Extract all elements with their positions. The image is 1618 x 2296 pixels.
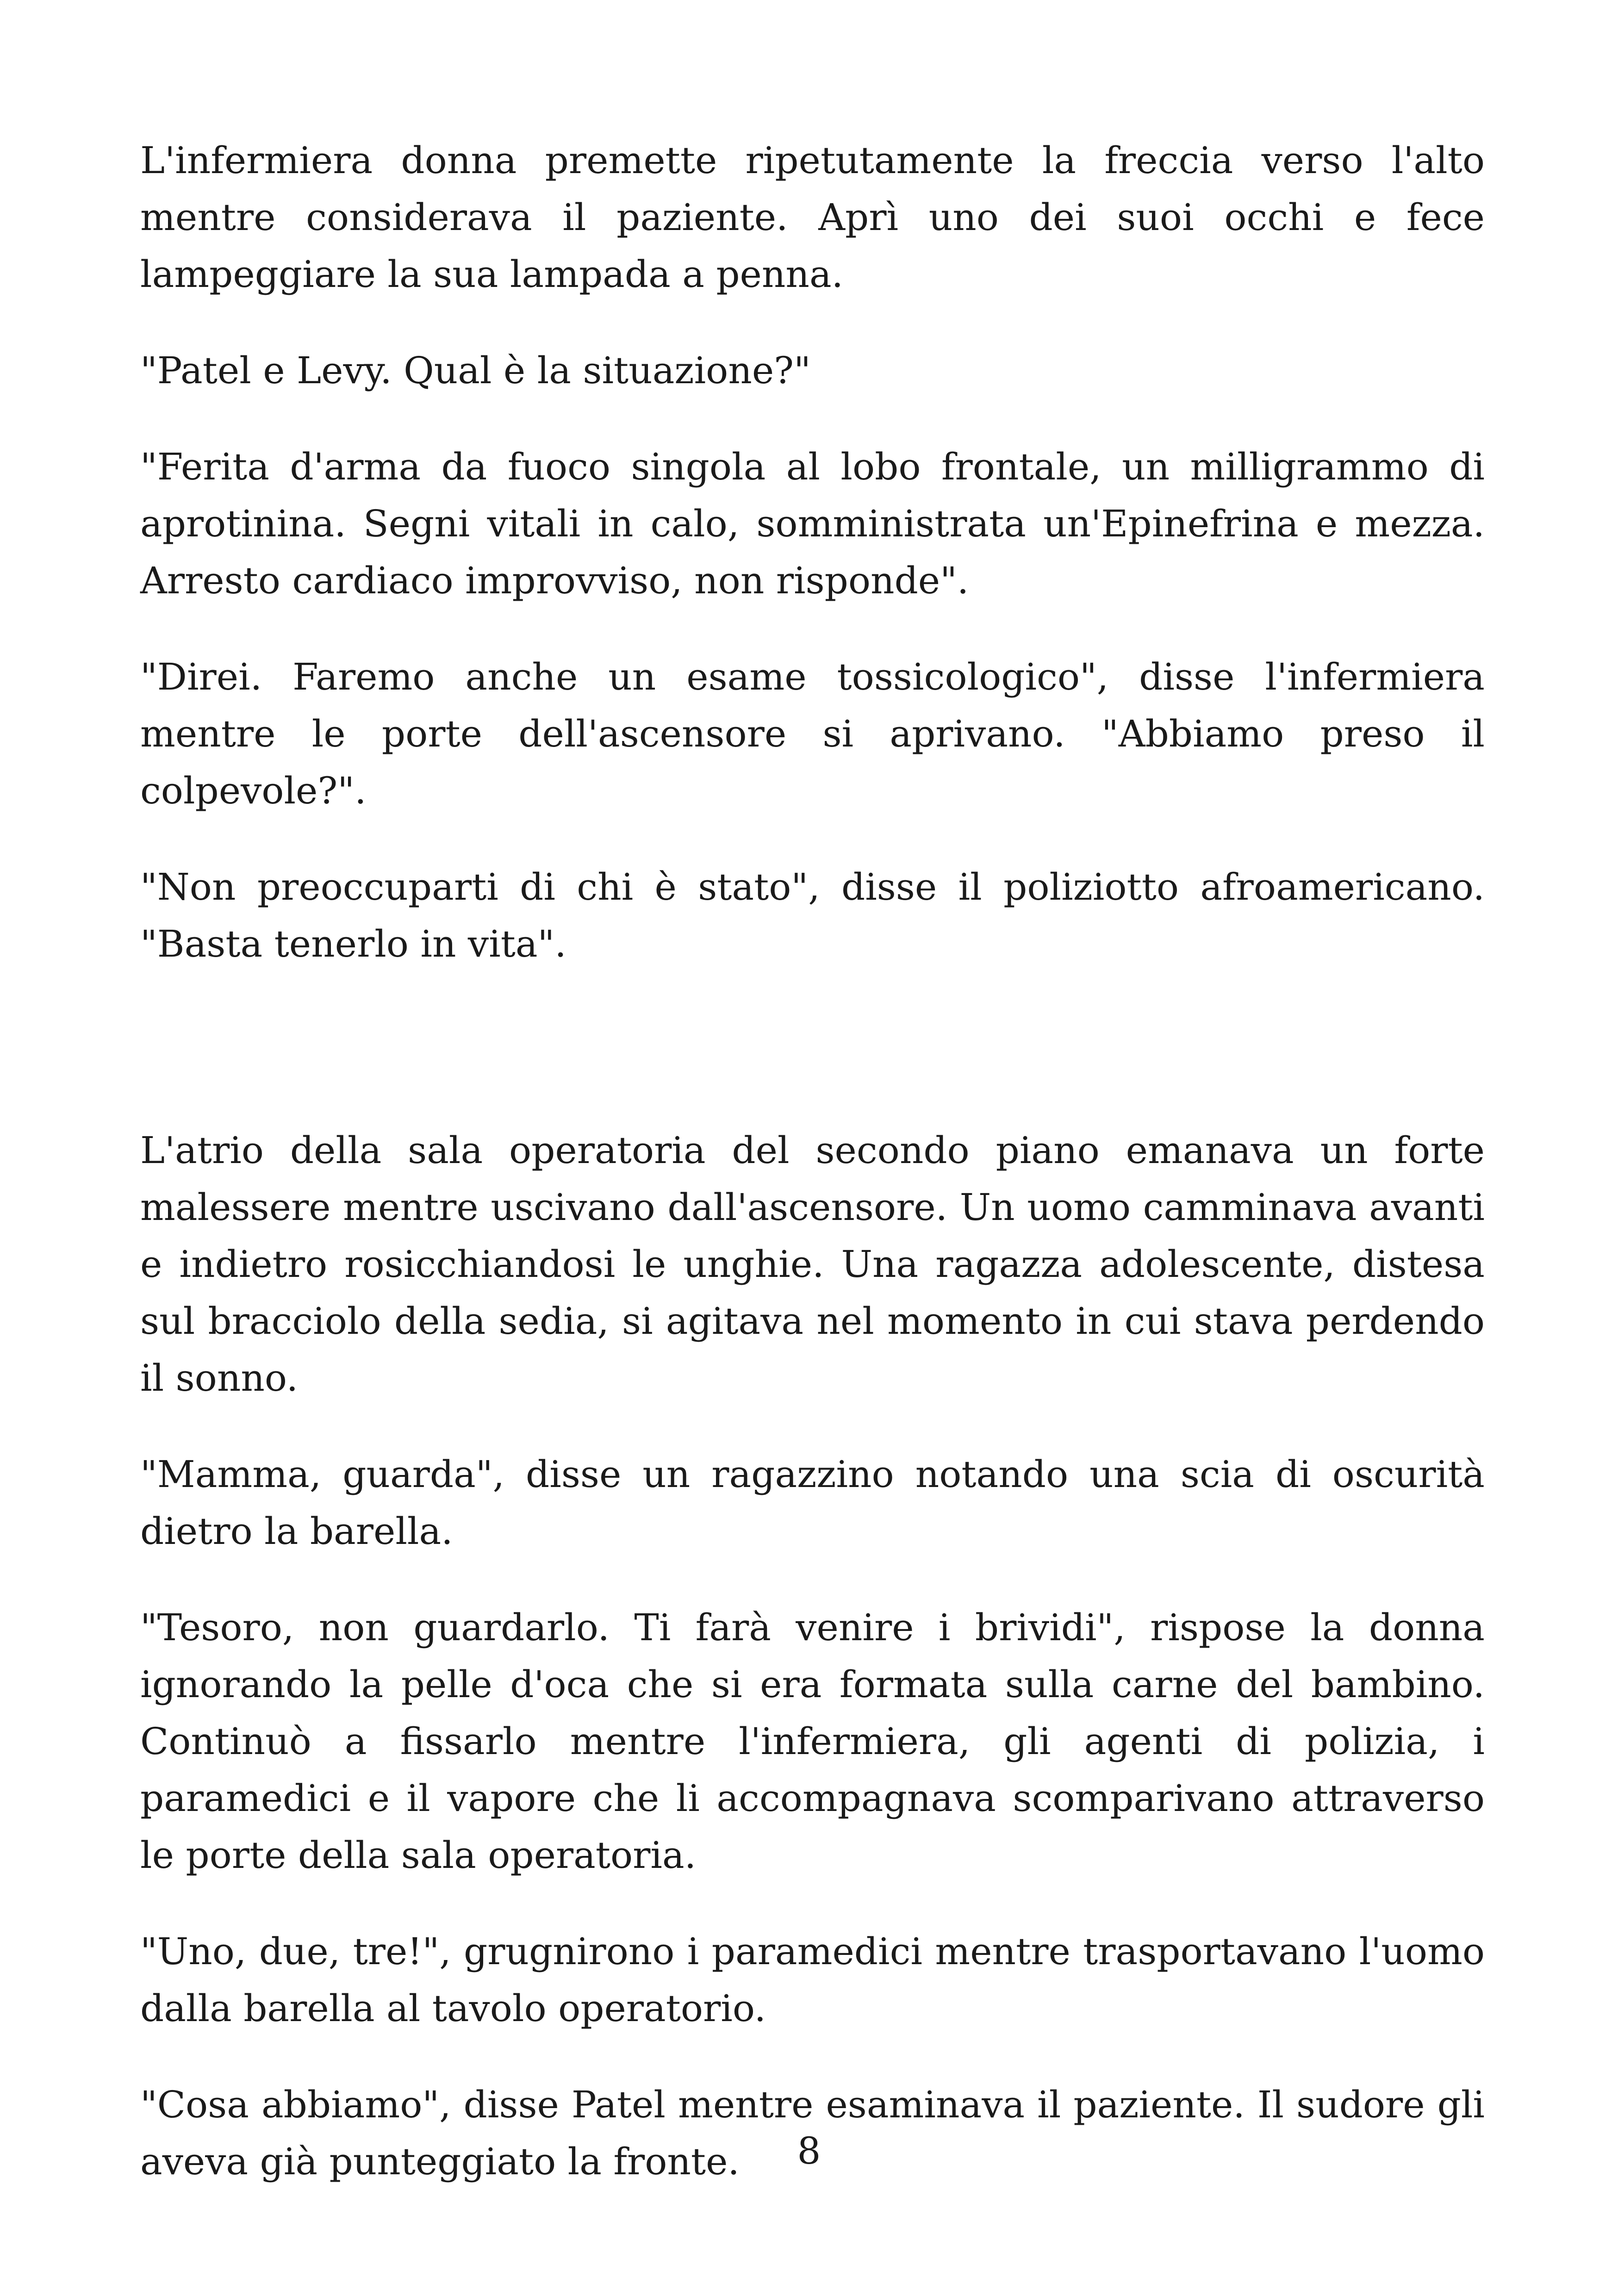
paragraph: "Non preoccuparti di chi è stato", disse il poliziotto afroamericano. "Basta tenerlo in vita". (140, 865, 1485, 965)
page-number: 8 (797, 2129, 821, 2172)
paragraph: "Cosa abbiamo", disse Patel mentre esaminava il paziente. Il sudore gli aveva già punteggiato la fronte. (140, 2083, 1485, 2183)
paragraph: "Direi. Faremo anche un esame tossicologico", disse l'infermiera mentre le porte dell'ascensore si aprivano. "Abbiamo preso il colpevole?". (140, 655, 1485, 812)
paragraph: L'infermiera donna premette ripetutamente la freccia verso l'alto mentre considerava il paziente. Aprì uno dei suoi occhi e fece lampeggiare la sua lampada a penna. (140, 139, 1485, 296)
paragraph: "Ferita d'arma da fuoco singola al lobo frontale, un milligrammo di aprotinina. Segni vitali in calo, somministrata un'Epinefrina e mezza. Arresto cardiaco improvviso, non risponde". (140, 445, 1485, 602)
paragraph: "Uno, due, tre!", grugnirono i paramedici mentre trasportavano l'uomo dalla barella al tavolo operatorio. (140, 1930, 1485, 2030)
paragraph: "Patel e Levy. Qual è la situazione?" (140, 349, 811, 392)
paragraph: "Tesoro, non guardarlo. Ti farà venire i brividi", rispose la donna ignorando la pelle d'oca che si era formata sulla carne del bambino. Continuò a fissarlo mentre l'infermiera, gli agenti di polizia, i paramedici e il vapore che li accompagnava scomparivano attraverso le porte della sala operatoria. (140, 1606, 1485, 1877)
paragraph: L'atrio della sala operatoria del secondo piano emanava un forte malessere mentre uscivano dall'ascensore. Un uomo camminava avanti e indietro rosicchiandosi le unghie. Una ragazza adolescente, distesa sul bracciolo della sedia, si agitava nel momento in cui stava perdendo il sonno. (140, 1129, 1485, 1400)
paragraph: "Mamma, guarda", disse un ragazzino notando una scia di oscurità dietro la barella. (140, 1453, 1485, 1553)
page-body (140, 132, 1485, 2190)
